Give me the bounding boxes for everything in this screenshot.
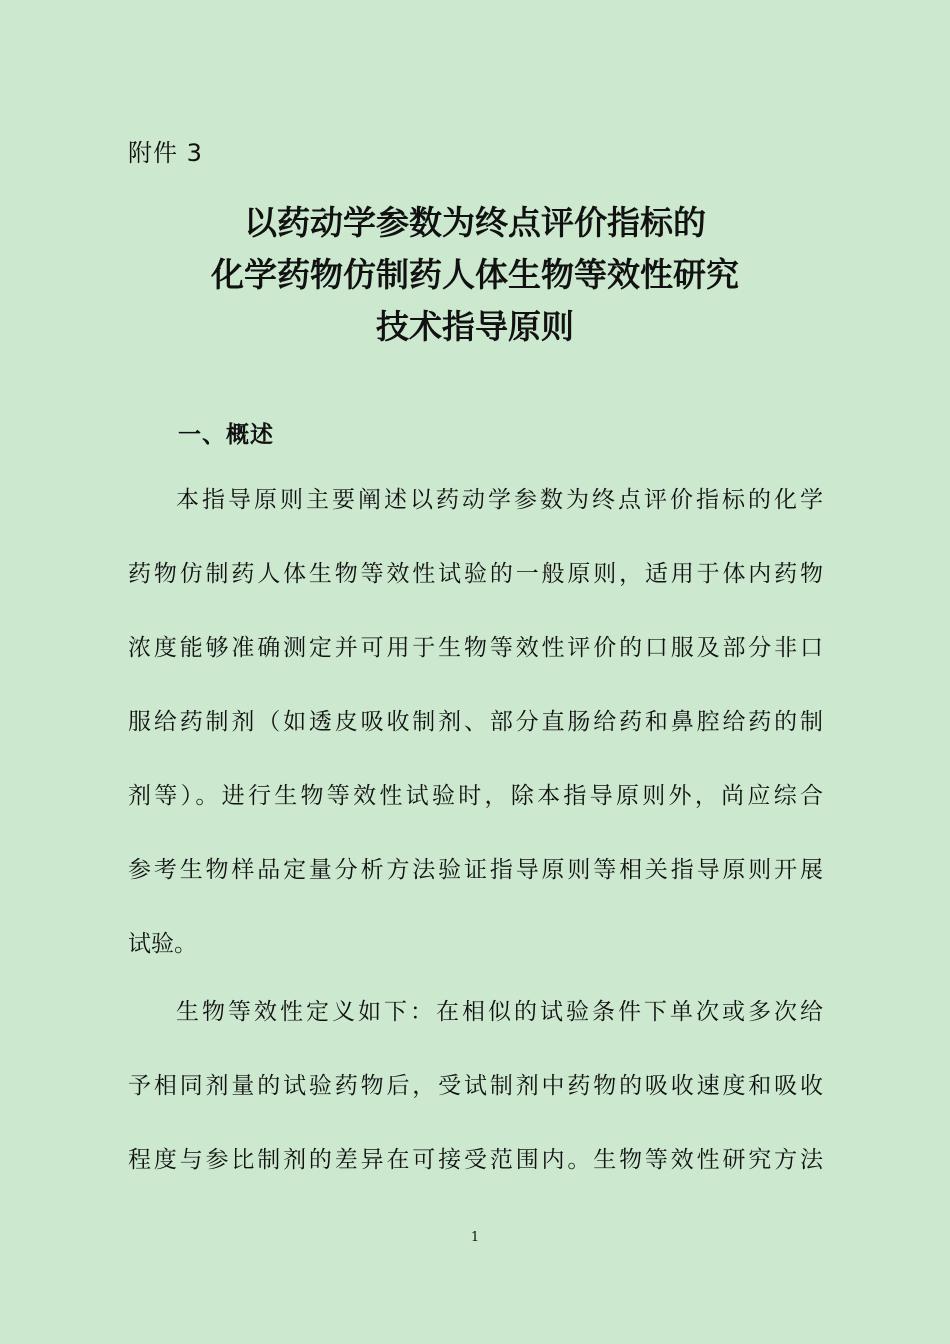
paragraph-definition — [128, 997, 823, 1219]
paragraph-line: 生物等效性定义如下：在相似的试验条件下单次或多次给 — [176, 999, 823, 1025]
paragraph-line: 予相同剂量的试验药物后，受试制剂中药物的吸收速度和吸收 — [128, 1073, 823, 1099]
title-line-1: 以药动学参数为终点评价指标的 — [244, 203, 706, 242]
paragraph-overview — [128, 485, 823, 1003]
title-line-3: 技术指导原则 — [376, 307, 574, 346]
paragraph-line: 参考生物样品定量分析方法验证指导原则等相关指导原则开展 — [128, 857, 823, 883]
document-title — [0, 197, 950, 353]
paragraph-line: 试验。 — [128, 931, 197, 957]
paragraph-line: 程度与参比制剂的差异在可接受范围内。生物等效性研究方法 — [128, 1147, 823, 1173]
paragraph-line: 药物仿制药人体生物等效性试验的一般原则，适用于体内药物 — [128, 561, 823, 587]
paragraph-line: 剂等）。进行生物等效性试验时，除本指导原则外，尚应综合 — [128, 783, 823, 809]
attachment-label: 附件 3 — [128, 139, 203, 167]
paragraph-line: 本指导原则主要阐述以药动学参数为终点评价指标的化学 — [176, 487, 823, 513]
paragraph-line: 服给药制剂（如透皮吸收制剂、部分直肠给药和鼻腔给药的制 — [128, 709, 823, 735]
paragraph-line: 浓度能够准确测定并可用于生物等效性评价的口服及部分非口 — [128, 635, 823, 661]
section-heading: 一、概述 — [178, 422, 274, 448]
page-number: 1 — [470, 1230, 480, 1245]
title-line-2: 化学药物仿制药人体生物等效性研究 — [211, 255, 739, 294]
